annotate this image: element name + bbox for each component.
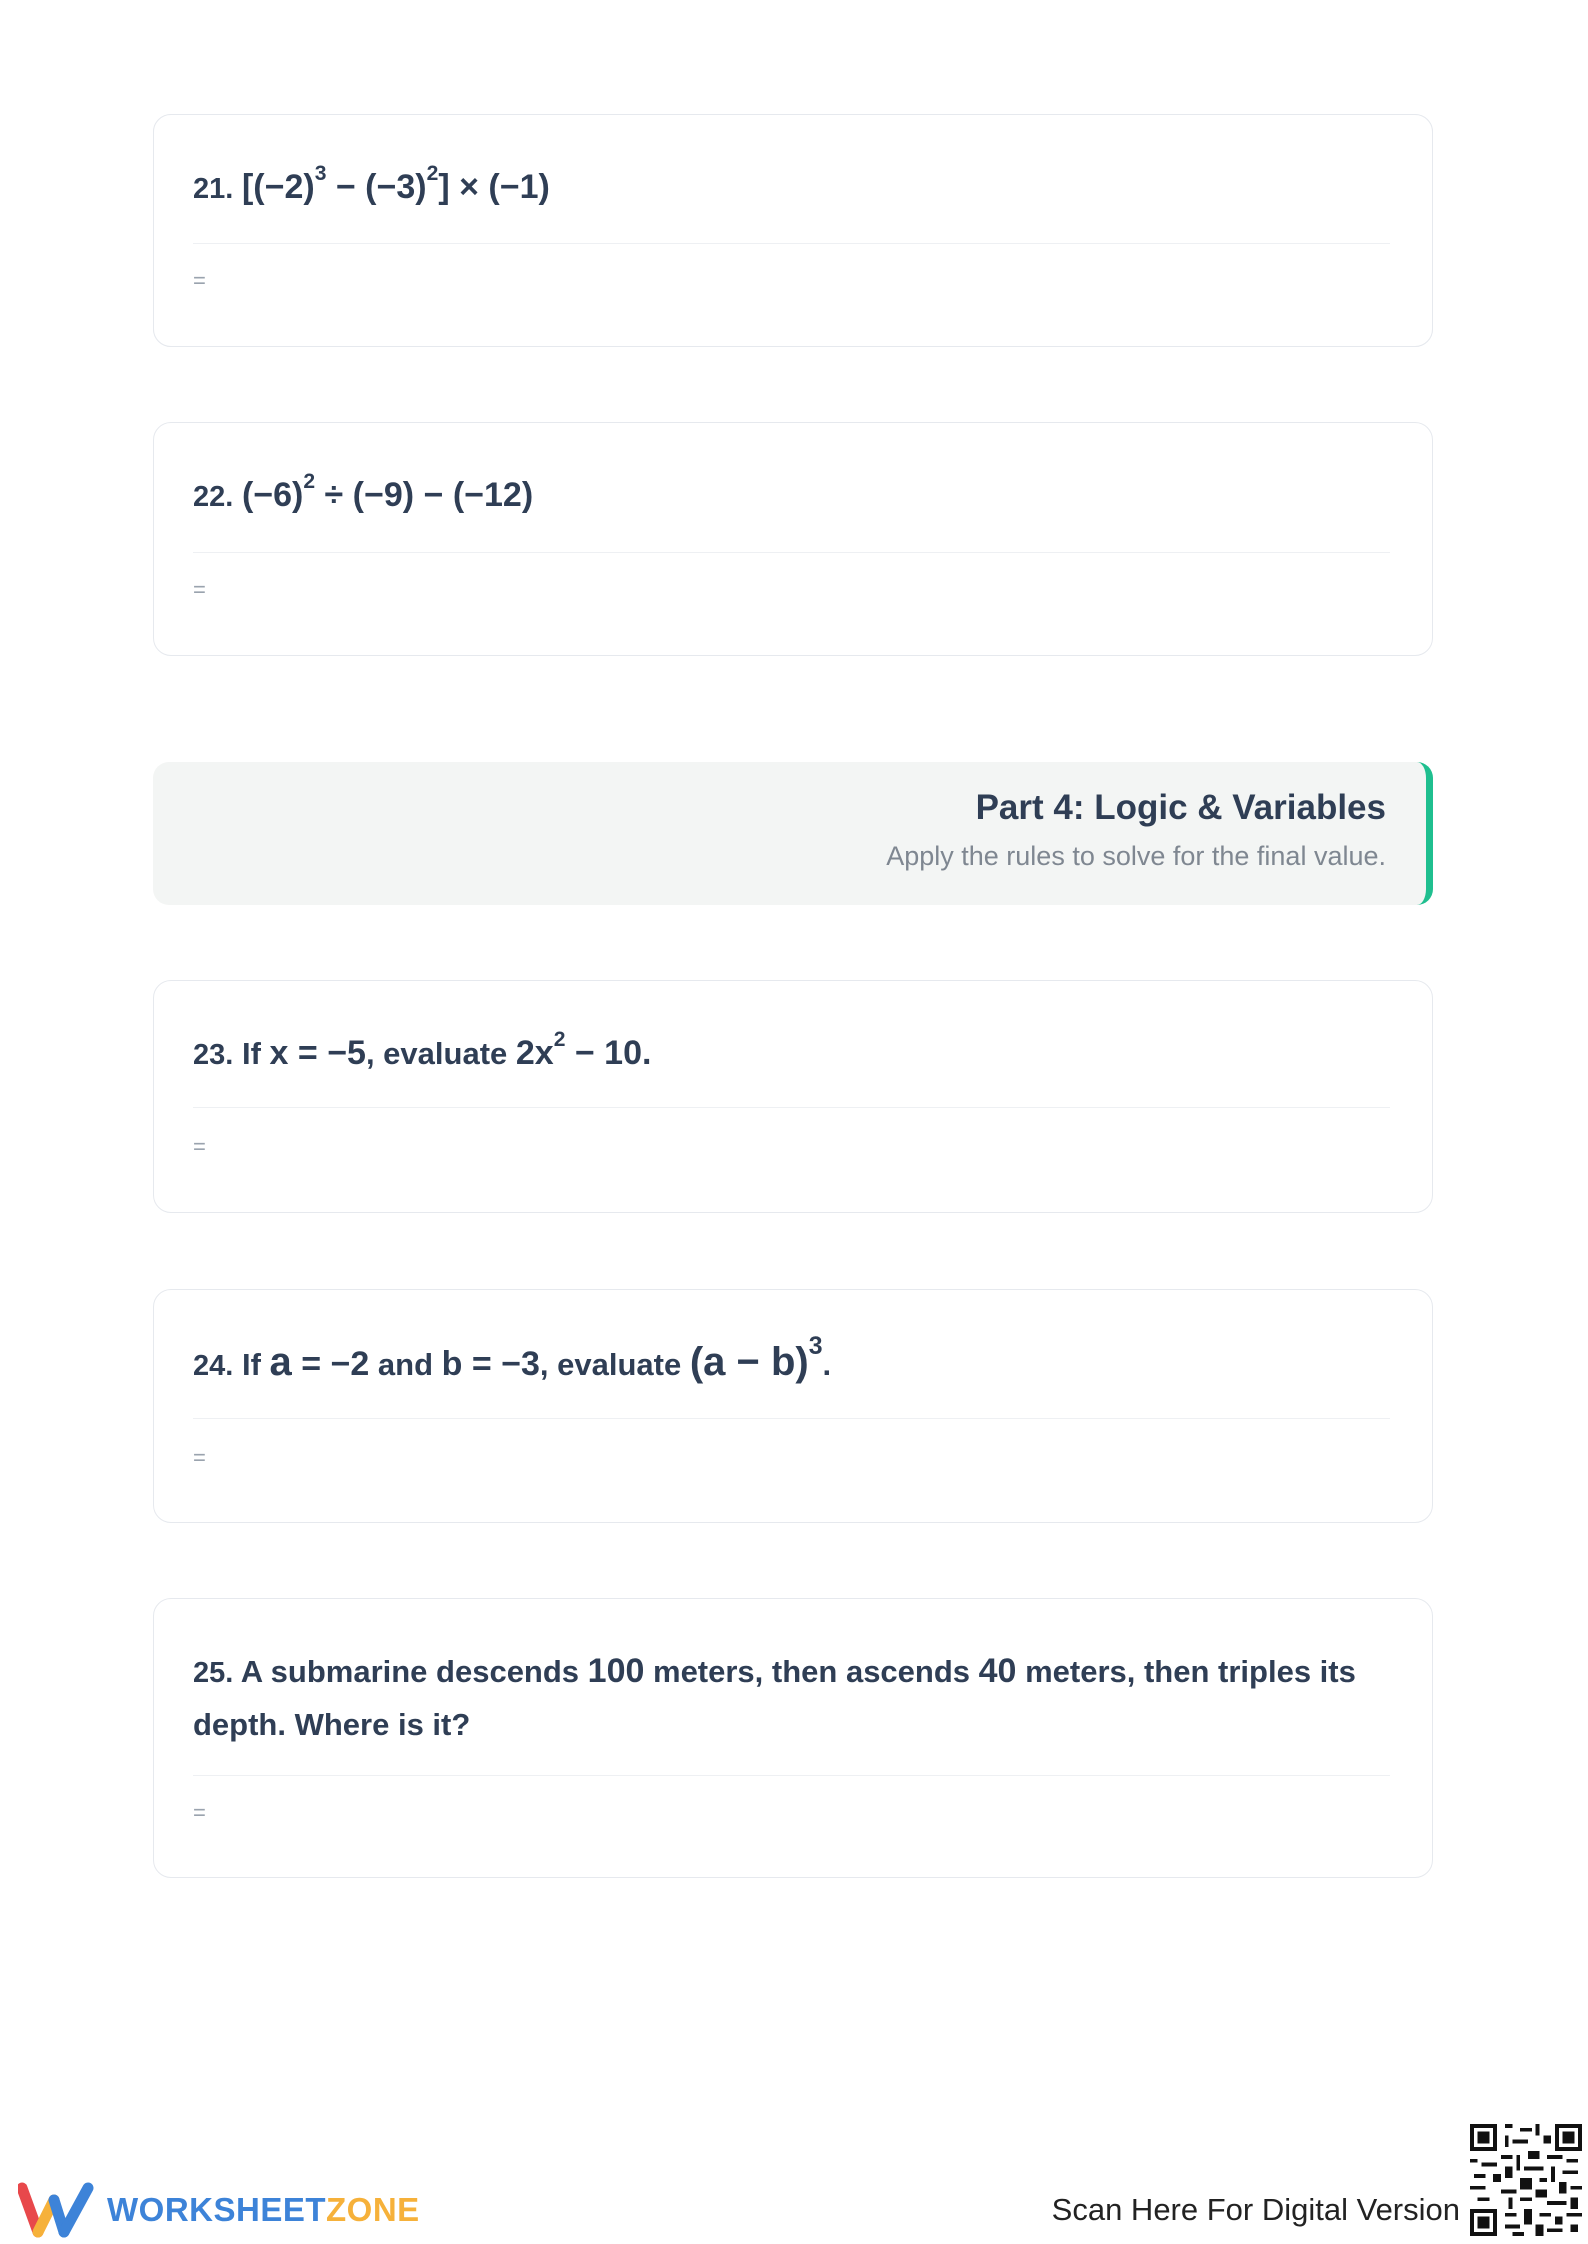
question-card-22	[153, 422, 1433, 656]
worksheetzone-logo-icon	[18, 2182, 94, 2238]
answer-field-25[interactable]: =	[193, 1800, 206, 1825]
question-card-21	[153, 114, 1433, 347]
question-card-24	[153, 1289, 1433, 1523]
question-text-22: 22. $(-6)^2 \div (-9) - (-12)$	[193, 470, 534, 514]
question-text-24: 24. If a = −2 and b = −3, evaluate $(a - b)^3$.	[193, 1332, 832, 1384]
qr-code-icon[interactable]	[1470, 2124, 1582, 2236]
brand-name: WORKSHEETZONE	[107, 2191, 420, 2228]
divider	[193, 243, 1390, 244]
divider	[193, 1775, 1390, 1776]
question-text-25: 25. A submarine descends 100 meters, then ascends 40 meters, then triples its depth. Where is it?	[193, 1652, 1356, 1742]
question-card-23	[153, 980, 1433, 1213]
divider	[193, 1418, 1390, 1419]
scan-label: Scan Here For Digital Version	[1051, 2192, 1460, 2227]
section-title: Part 4: Logic & Variables	[975, 788, 1386, 827]
section-header	[153, 762, 1433, 905]
divider	[193, 1107, 1390, 1108]
question-text-21: 21. $[(-2)^3 - (-3)^2] \times (-1)$	[193, 162, 550, 206]
divider	[193, 552, 1390, 553]
answer-field-24[interactable]: =	[193, 1445, 206, 1470]
question-card-25	[153, 1598, 1433, 1878]
answer-field-21[interactable]: =	[193, 268, 206, 293]
answer-field-22[interactable]: =	[193, 577, 206, 602]
answer-field-23[interactable]: =	[193, 1134, 206, 1159]
question-text-23: 23. If x = −5, evaluate $2x^2 - 10$.	[193, 1028, 652, 1072]
section-subtitle: Apply the rules to solve for the final value.	[886, 841, 1386, 871]
